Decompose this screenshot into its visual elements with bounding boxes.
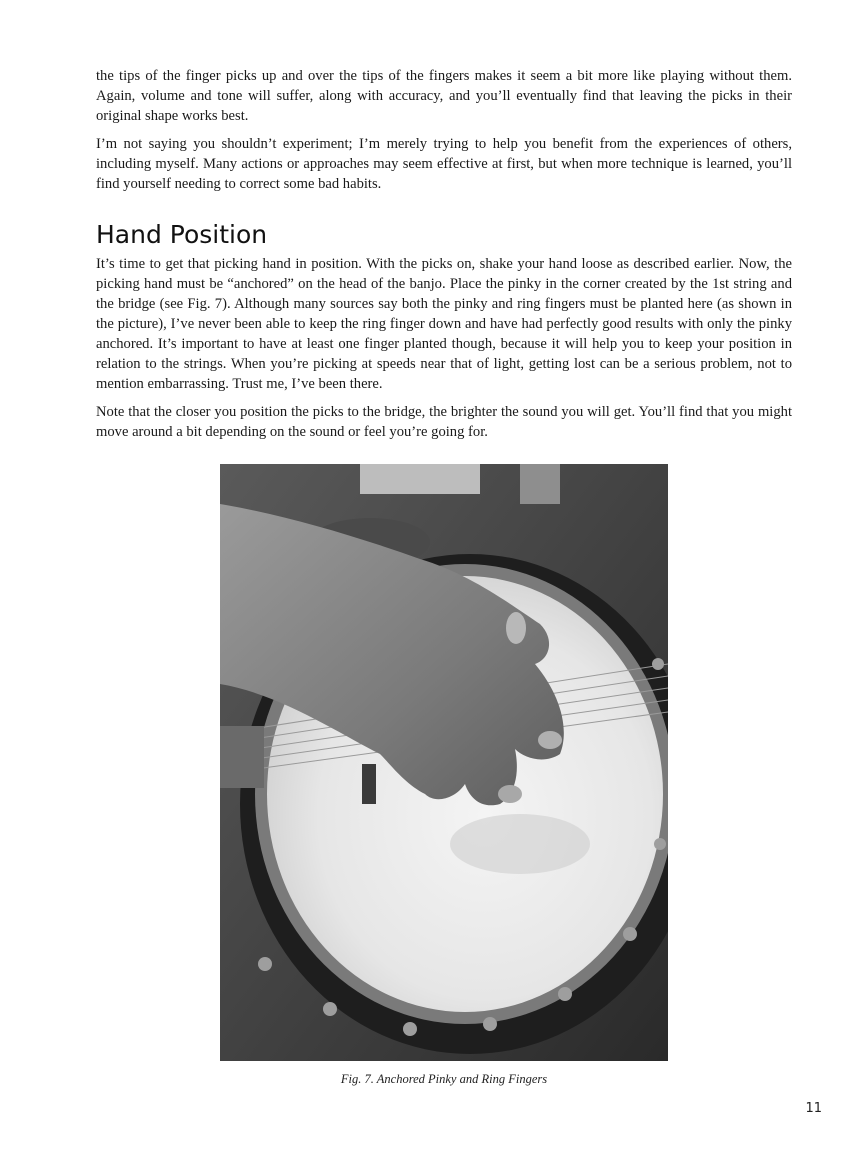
hand-shadow <box>450 814 590 874</box>
page-number: 11 <box>805 1101 822 1116</box>
paragraph-experiment: I’m not saying you shouldn’t experiment; I’m merely trying to help you benefit from the experiences of others, including myself. Many actions or approaches may seem effective at first, but when more technique is learned, you’ll find yourself needing to correct some bad habits. <box>96 136 792 192</box>
banjo-hand-illustration <box>220 464 668 1061</box>
finger-pick-middle <box>538 731 562 749</box>
page-content <box>96 66 792 450</box>
paragraph-anchoring: It’s time to get that picking hand in position. With the picks on, shake your hand loose as described earlier. Now, the picking hand must be “anchored” on the head of the banjo. Place the pinky in the corner created by the 1st string and the bridge (see Fig. 7). Although many sources say both the pinky and ring fingers must be planted here (as shown in the picture), I’ve never been able to keep the ring finger down and have had perfectly good results with only the pinky anchored. It’s important to have at least one finger planted though, because it will help you to keep your position in relation to the strings. When you’re picking at speeds near that of light, getting lost can be a serious problem, not to mention embarrassing. Trust me, I’ve been there. <box>96 256 792 392</box>
figure-caption: Fig. 7. Anchored Pinky and Ring Fingers <box>340 1072 548 1086</box>
shirt-pattern-2 <box>520 464 560 504</box>
finger-pick-index <box>506 612 526 644</box>
shirt-pattern <box>360 464 480 494</box>
section-heading-hand-position: Hand Position <box>96 220 268 249</box>
paragraph-finger-picks: the tips of the finger picks up and over the tips of the fingers makes it seem a bit more like playing without them. Again, volume and tone will suffer, along with accuracy, and you’ll eventually find that leaving the picks in their original shape works best. <box>96 68 792 124</box>
banjo-bridge <box>362 764 376 804</box>
finger-pick-ring <box>498 785 522 803</box>
banjo-tailpiece <box>220 726 264 788</box>
paragraph-bridge-position: Note that the closer you position the picks to the bridge, the brighter the sound you will get. You’ll find that you might move around a bit depending on the sound or feel you’re going for. <box>96 404 792 440</box>
figure-banjo-hand-photo <box>220 464 668 1061</box>
